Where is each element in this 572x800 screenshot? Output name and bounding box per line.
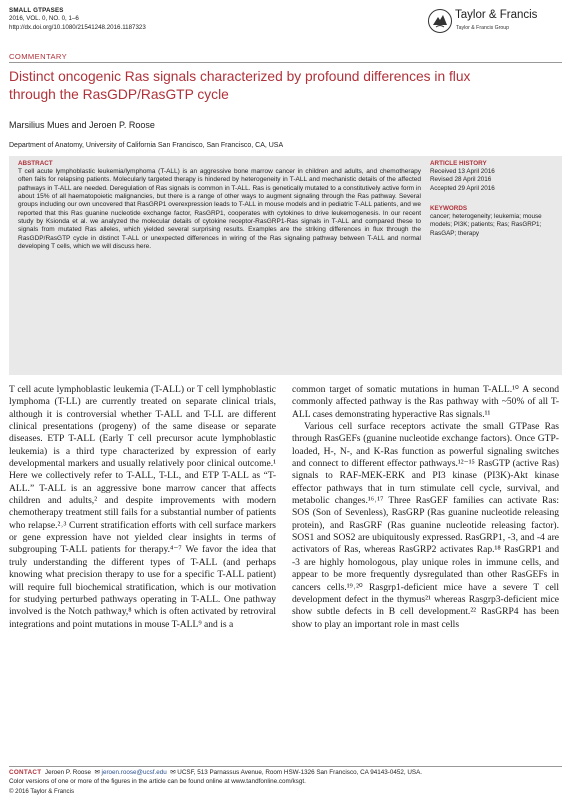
article-history-heading: ARTICLE HISTORY [430,160,487,167]
keywords-heading: KEYWORDS [430,205,468,212]
email-icon: ✉ [94,769,100,776]
color-note: Color versions of one or more of the figures in the article can be found online at www.tandfonline.com/ksgt. [9,778,306,785]
abstract-text: T cell acute lymphoblastic leukemia/lymphoma (T-ALL) is an aggressive bone marrow cancer in children and adults, and chemotherapy often fails for relapsing patients. Molecularly targeted therapy is hindered by heterogeneity in T-ALL and mechanistic details of the affected pathways in T-ALL are needed. Deregulation of Ras signals is common in T-ALL. Ras is genetically mutated to a constitutively active form in about 15% of all haematopoietic malignancies, but there is a range of other ways to augment signaling through the Ras pathway. Several groups including our own uncovered that RasGRP1 overexpression leads to T-ALL in mouse models and in pediatric T-ALL patients, and we reported that this Ras guanine nucleotide exchange factor, RasGRP1, cooperates with cytokines to drive leukemogenesis. In our recent study by Ksionda et al. we analyzed the molecular details of cytokine receptor-RasGRP1-Ras signals in T-ALL and compared these to signals from mutated Ras alleles, which yielded several surprising results. Examples are the striking differences in flux through the RasGDP/RasGTP cycle in distinct T-ALL or unexpected differences in wiring of the Ras signaling pathway between T-ALL and normal developing T cells, which we will discuss here. [18,168,421,251]
header-divider [9,62,562,63]
history-accepted: Accepted 29 April 2016 [430,184,495,192]
body-column-right [292,384,559,631]
contact-label: CONTACT [9,769,42,776]
history-revised: Revised 28 April 2016 [430,176,492,184]
address-icon: ✉ [170,769,176,776]
body-paragraph: Various cell surface receptors activate the small GTPase Ras through RasGEFs (guanine nucleotide exchange factors). Once GTP-loaded, H-, N-, and K-Ras function as powerful signaling switches and connect to different effector pathways.¹²⁻¹⁵ RasGTP (active Ras) signals to RAF-MEK-ERK and PI3 kinase (PI3K)-Akt kinase effector pathways that in turn stimulate cell cycle, survival, and metabolic changes.¹⁶˒¹⁷ Three RasGEF families can activate Ras: SOS (Son of Sevenless), RasGRP (Ras guanine nucleotide releasing protein), and RasGRF (Ras guanine nucleotide releasing factor). SOS1 and SOS2 are ubiquitously expressed. RasGRP1, -3, and -4 are activators of Ras, whereas RasGRP2 activates Rap.¹⁸ RasGRP1 and -3 are highly homologous, play unique roles in immune cells, and appear to be more frequently dysregulated than other RasGEFs in cancers cells.¹⁹˒²⁰ Rasgrp1-deficient mice have a severe T cell development defect in the thymus²¹ whereas Rasgrp3-deficient mice show subtle defects in B cell development.²² RasGRP4 has been show to play an important role in mast cells [292,421,559,630]
footer-divider [9,766,562,767]
article-history [430,168,495,193]
article-title [9,68,529,103]
body-column-left [9,384,276,631]
publisher-name: Taylor & Francis [455,9,538,21]
copyright: © 2016 Taylor & Francis [9,788,75,795]
author-list: Marsilius Mues and Jeroen P. Roose [9,120,155,130]
section-label: COMMENTARY [9,52,68,61]
abstract-heading: ABSTRACT [18,160,53,167]
journal-header [9,7,146,32]
body-paragraph: T cell acute lymphoblastic leukemia (T-ALL) or T cell lymphoblastic lymphoma (T-LL) are currently treated on separate clinical trials, although it is controversial whether T-ALL and T-LL are different clinical presentations (progeny) of the same disease or separate diseases. ETP T-ALL (Early T cell precursor acute lymphoblastic leukemia) is a third type characterized by expression of early developmental markers and usually relatively poor clinical outcome.¹ Here we collectively refer to T-ALL, T-LL, and ETP T-ALL as “T-ALL.” T-ALL is an aggressive bone marrow cancer that affects children and adults,² and despite improvements with modern chemotherapy treatment still fails for a substantial number of patients who relapse.²˒³ Current stratification efforts with cell surface markers or gene expression have not yielded clear insights in terms of subgrouping T-ALL patients for therapy.⁴⁻⁷ We favor the idea that truly understanding the different types of T-ALL (and perhaps knowing what precision therapy to use for a specific T-ALL patient) will require full biochemical stratification, which is our motivation for studying perturbed pathways operating in T-ALL. One pathway involved is the Notch pathway,⁸ which is often activated by retroviral integrations and point mutations in mouse T-ALL⁹ and is a [9,384,276,630]
doi-link[interactable]: http://dx.doi.org/10.1080/21541248.2016.1187323 [9,23,146,31]
title-line-1: Distinct oncogenic Ras signals characterized by profound differences in flux [9,69,471,84]
body-paragraph: common target of somatic mutations in human T-ALL.¹⁰ A second commonly affected pathway is the Ras pathway with ~50% of all T-ALL cases demonstrating hyperactive Ras signals.¹¹ [292,384,559,420]
affiliation: Department of Anatomy, University of California San Francisco, San Francisco, CA, USA [9,142,284,149]
publisher-logo-icon [428,8,452,34]
history-received: Received 13 April 2016 [430,168,495,175]
contact-name: Jeroen P. Roose [44,769,92,776]
contact-email[interactable]: jeroen.roose@ucsf.edu [101,769,167,776]
volume-line: 2016, VOL. 0, NO. 0, 1–6 [9,15,79,23]
keywords-list: cancer; heterogeneity; leukemia; mouse models; PI3K; patients; Ras; RasGRP1; RasGAP; therapy [430,213,542,237]
contact-line [9,769,569,776]
publisher-group: Taylor & Francis Group [456,25,510,31]
contact-address: UCSF, 513 Parnassus Avenue, Room HSW-1326 San Francisco, CA 94143-0452, USA. [177,769,423,776]
journal-name: SMALL GTPASES [9,7,64,14]
title-line-2: through the RasGDP/RasGTP cycle [9,86,229,102]
